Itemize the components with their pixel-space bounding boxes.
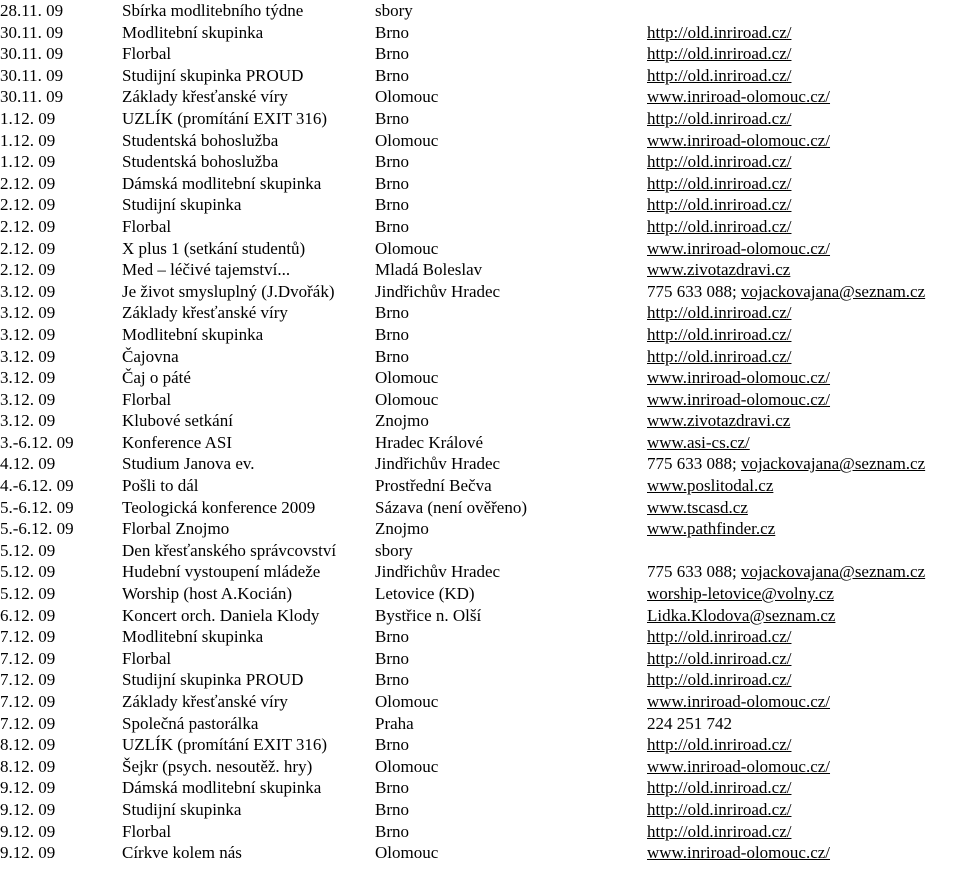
event-place: Letovice (KD) (375, 584, 475, 604)
event-link[interactable]: www.inriroad-olomouc.cz/ (647, 130, 831, 150)
event-phone: 775 633 088; (647, 281, 741, 301)
event-date: 9.12. 09 (0, 821, 56, 841)
event-row (0, 432, 960, 454)
event-row (0, 259, 960, 281)
event-row (0, 281, 960, 303)
event-name: Florbal (122, 216, 172, 236)
event-link[interactable]: http://old.inriroad.cz/ (647, 22, 792, 42)
event-row (0, 605, 960, 627)
event-name: Studijní skupinka (122, 799, 242, 819)
event-name: Je život smysluplný (J.Dvořák) (122, 281, 335, 301)
event-link[interactable]: http://old.inriroad.cz/ (647, 627, 792, 647)
event-contact (647, 561, 925, 583)
event-row (0, 22, 960, 44)
event-place: Brno (375, 670, 409, 690)
event-date: 4.-6.12. 09 (0, 476, 74, 496)
event-name: Základy křesťanské víry (122, 692, 288, 711)
event-row (0, 324, 960, 346)
event-contact (647, 346, 791, 368)
event-contact (647, 281, 925, 303)
event-date: 4.12. 09 (0, 454, 56, 474)
event-date: 30.11. 09 (0, 65, 64, 85)
event-place: Brno (375, 648, 409, 668)
event-link[interactable]: www.inriroad-olomouc.cz/ (647, 238, 831, 258)
event-row (0, 648, 960, 670)
event-date: 7.12. 09 (0, 692, 56, 711)
event-contact (647, 173, 791, 195)
event-name: Základy křesťanské víry (122, 87, 288, 107)
event-place: Prostřední Bečva (375, 476, 492, 496)
event-date: 1.12. 09 (0, 108, 56, 128)
event-place: Mladá Boleslav (375, 260, 483, 280)
event-row (0, 453, 960, 475)
event-row (0, 842, 960, 864)
event-name: Florbal (122, 821, 172, 841)
event-name: UZLÍK (promítání EXIT 316) (122, 108, 328, 128)
event-name: Studijní skupinka PROUD (122, 65, 304, 85)
event-row (0, 561, 960, 583)
event-place: Brno (375, 303, 409, 323)
event-name: Studentská bohoslužba (122, 152, 279, 172)
event-date: 3.12. 09 (0, 411, 56, 431)
event-name: Teologická konference 2009 (122, 497, 316, 517)
event-place: Praha (375, 713, 414, 733)
event-name: Dámská modlitební skupinka (122, 778, 322, 798)
event-contact (647, 497, 748, 519)
event-contact (647, 842, 830, 864)
event-name: Modlitební skupinka (122, 627, 264, 647)
event-link[interactable]: http://old.inriroad.cz/ (647, 324, 792, 344)
event-date: 28.11. 09 (0, 1, 64, 20)
event-phone: 224 251 742 (647, 713, 732, 733)
event-link[interactable]: vojackovajana@seznam.cz (740, 281, 926, 301)
event-name: Modlitební skupinka (122, 324, 264, 344)
event-link[interactable]: www.inriroad-olomouc.cz/ (647, 87, 831, 107)
event-row (0, 518, 960, 540)
event-date: 2.12. 09 (0, 216, 56, 236)
event-place: Jindřichův Hradec (375, 281, 501, 301)
event-date: 1.12. 09 (0, 152, 56, 172)
event-place: Sázava (není ověřeno) (375, 497, 527, 517)
event-name: Pošli to dál (122, 476, 199, 496)
event-row (0, 130, 960, 152)
event-contact (647, 669, 791, 691)
event-date: 9.12. 09 (0, 799, 56, 819)
event-name: Koncert orch. Daniela Klody (122, 605, 320, 625)
event-contact (647, 583, 834, 605)
event-place: Jindřichův Hradec (375, 454, 501, 474)
event-contact (647, 432, 750, 454)
event-contact (647, 713, 732, 735)
event-contact (647, 302, 791, 324)
event-date: 30.11. 09 (0, 87, 64, 107)
event-link[interactable]: www.zivotazdravi.cz (647, 260, 791, 280)
event-date: 2.12. 09 (0, 260, 56, 280)
event-date: 9.12. 09 (0, 778, 56, 798)
event-place: Brno (375, 44, 409, 64)
event-date: 3.12. 09 (0, 389, 56, 409)
event-link[interactable]: www.inriroad-olomouc.cz/ (647, 692, 831, 711)
event-row (0, 691, 960, 713)
event-link[interactable]: http://old.inriroad.cz/ (647, 778, 792, 798)
event-contact (647, 626, 791, 648)
event-name: Den křesťanského správcovství (122, 540, 337, 560)
event-link[interactable]: Lidka.Klodova@seznam.cz (647, 605, 836, 625)
event-name: Studijní skupinka (122, 195, 242, 215)
event-place: Olomouc (375, 756, 439, 776)
event-contact (647, 259, 790, 281)
event-date: 30.11. 09 (0, 44, 64, 64)
event-name: Hudební vystoupení mládeže (122, 562, 321, 582)
event-link[interactable]: www.inriroad-olomouc.cz/ (647, 843, 831, 863)
event-contact (647, 648, 791, 670)
event-date: 8.12. 09 (0, 735, 56, 755)
event-place: Olomouc (375, 389, 439, 409)
event-place: Brno (375, 152, 409, 172)
event-contact (647, 43, 791, 65)
event-place: Brno (375, 778, 409, 798)
event-date: 6.12. 09 (0, 605, 56, 625)
event-link[interactable]: http://old.inriroad.cz/ (647, 735, 792, 755)
event-date: 5.-6.12. 09 (0, 519, 74, 539)
event-row (0, 713, 960, 735)
event-date: 30.11. 09 (0, 22, 64, 42)
event-row (0, 410, 960, 432)
event-name: Studijní skupinka PROUD (122, 670, 304, 690)
event-date: 1.12. 09 (0, 130, 56, 150)
event-place: Brno (375, 799, 409, 819)
event-date: 3.-6.12. 09 (0, 432, 74, 452)
event-name: Šejkr (psych. nesoutěž. hry) (122, 756, 313, 776)
event-date: 2.12. 09 (0, 195, 56, 215)
event-name: Církve kolem nás (122, 843, 242, 863)
event-place: Brno (375, 22, 409, 42)
event-link[interactable]: http://old.inriroad.cz/ (647, 195, 792, 215)
event-contact (647, 324, 791, 346)
event-date: 3.12. 09 (0, 281, 56, 301)
event-place: Jindřichův Hradec (375, 562, 501, 582)
event-contact (647, 821, 791, 843)
event-date: 7.12. 09 (0, 713, 56, 733)
event-place: Brno (375, 735, 409, 755)
event-link[interactable]: http://old.inriroad.cz/ (647, 303, 792, 323)
event-row (0, 151, 960, 173)
event-place: Brno (375, 324, 409, 344)
event-date: 7.12. 09 (0, 648, 56, 668)
event-link[interactable]: http://old.inriroad.cz/ (647, 799, 792, 819)
event-link[interactable]: http://old.inriroad.cz/ (647, 821, 792, 841)
event-row (0, 475, 960, 497)
event-name: Modlitební skupinka (122, 22, 264, 42)
event-name: Florbal (122, 389, 172, 409)
event-place: Brno (375, 65, 409, 85)
event-row (0, 238, 960, 260)
event-place: Olomouc (375, 843, 439, 863)
event-name: Worship (host A.Kocián) (122, 584, 293, 604)
event-place: Brno (375, 216, 409, 236)
event-link[interactable]: vojackovajana@seznam.cz (740, 562, 926, 582)
event-row (0, 108, 960, 130)
event-row (0, 65, 960, 87)
event-link[interactable]: www.tscasd.cz (647, 497, 748, 517)
event-link[interactable]: http://old.inriroad.cz/ (647, 648, 792, 668)
event-place: Brno (375, 821, 409, 841)
event-row (0, 216, 960, 238)
event-link[interactable]: http://old.inriroad.cz/ (647, 44, 792, 64)
event-row (0, 777, 960, 799)
event-link[interactable]: http://old.inriroad.cz/ (647, 65, 792, 85)
event-row (0, 497, 960, 519)
event-row (0, 821, 960, 843)
event-link[interactable]: www.inriroad-olomouc.cz/ (647, 389, 831, 409)
event-contact (647, 216, 791, 238)
event-name: Čaj o páté (122, 368, 191, 388)
event-row (0, 0, 960, 22)
event-contact (647, 108, 791, 130)
event-link[interactable]: worship-letovice@volny.cz (647, 584, 834, 604)
event-name: Studium Janova ev. (122, 454, 255, 474)
event-name: Dámská modlitební skupinka (122, 173, 322, 193)
event-contact (647, 65, 791, 87)
event-name: Klubové setkání (122, 411, 233, 431)
event-name: Med – léčivé tajemství... (122, 260, 291, 280)
event-contact (647, 734, 791, 756)
event-date: 2.12. 09 (0, 173, 56, 193)
event-contact (647, 151, 791, 173)
event-contact (647, 86, 830, 108)
event-date: 5.12. 09 (0, 562, 56, 582)
event-name: Společná pastorálka (122, 713, 259, 733)
event-date: 3.12. 09 (0, 368, 56, 388)
event-date: 5.12. 09 (0, 584, 56, 604)
event-place: Hradec Králové (375, 432, 484, 452)
event-contact (647, 410, 790, 432)
event-place: sbory (375, 540, 413, 560)
event-date: 5.12. 09 (0, 540, 56, 560)
event-contact (647, 22, 791, 44)
event-place: Olomouc (375, 368, 439, 388)
event-phone: 775 633 088; (647, 562, 741, 582)
event-row (0, 799, 960, 821)
event-place: Brno (375, 346, 409, 366)
event-link[interactable]: http://old.inriroad.cz/ (647, 670, 792, 690)
event-contact (647, 799, 791, 821)
event-link[interactable]: www.poslitodal.cz (647, 476, 774, 496)
event-row (0, 86, 960, 108)
event-date: 7.12. 09 (0, 627, 56, 647)
event-contact (647, 238, 830, 260)
event-name: Studentská bohoslužba (122, 130, 279, 150)
event-date: 8.12. 09 (0, 756, 56, 776)
event-place: Olomouc (375, 130, 439, 150)
event-date: 3.12. 09 (0, 346, 56, 366)
event-place: Znojmo (375, 411, 429, 431)
event-contact (647, 475, 773, 497)
event-row (0, 756, 960, 778)
event-place: Olomouc (375, 692, 439, 711)
event-row (0, 734, 960, 756)
event-place: Olomouc (375, 238, 439, 258)
event-name: Florbal Znojmo (122, 519, 230, 539)
event-date: 3.12. 09 (0, 324, 56, 344)
event-row (0, 43, 960, 65)
event-date: 9.12. 09 (0, 843, 56, 863)
event-contact (647, 605, 835, 627)
event-place: Bystřice n. Olší (375, 605, 482, 625)
event-place: Brno (375, 108, 409, 128)
event-name: Sbírka modlitebního týdne (122, 1, 304, 20)
event-place: Brno (375, 173, 409, 193)
event-place: Znojmo (375, 519, 429, 539)
event-link[interactable]: http://old.inriroad.cz/ (647, 152, 792, 172)
event-row (0, 389, 960, 411)
event-row (0, 302, 960, 324)
event-place: Olomouc (375, 87, 439, 107)
event-date: 3.12. 09 (0, 303, 56, 323)
event-date: 5.-6.12. 09 (0, 497, 74, 517)
event-contact (647, 518, 775, 540)
event-row (0, 194, 960, 216)
event-contact (647, 777, 791, 799)
event-name: UZLÍK (promítání EXIT 316) (122, 735, 328, 755)
event-contact (647, 453, 925, 475)
event-contact (647, 691, 830, 713)
event-link[interactable]: http://old.inriroad.cz/ (647, 108, 792, 128)
event-row (0, 367, 960, 389)
event-contact (647, 194, 791, 216)
event-place: Brno (375, 195, 409, 215)
event-row (0, 540, 960, 562)
event-link[interactable]: http://old.inriroad.cz/ (647, 216, 792, 236)
event-place: Brno (375, 627, 409, 647)
event-link[interactable]: www.zivotazdravi.cz (647, 411, 791, 431)
event-link[interactable]: www.inriroad-olomouc.cz/ (647, 756, 831, 776)
event-name: Konference ASI (122, 432, 232, 452)
event-contact (647, 389, 830, 411)
event-place: sbory (375, 1, 413, 20)
event-contact (647, 130, 830, 152)
event-name: Florbal (122, 44, 172, 64)
event-phone: 775 633 088; (647, 454, 741, 474)
event-link[interactable]: www.inriroad-olomouc.cz/ (647, 368, 831, 388)
event-name: X plus 1 (setkání studentů) (122, 238, 306, 258)
event-link[interactable]: http://old.inriroad.cz/ (647, 346, 792, 366)
event-contact (647, 367, 830, 389)
event-name: Čajovna (122, 346, 179, 366)
event-contact (647, 756, 830, 778)
event-link[interactable]: vojackovajana@seznam.cz (740, 454, 926, 474)
event-date: 2.12. 09 (0, 238, 56, 258)
event-row (0, 626, 960, 648)
event-row (0, 173, 960, 195)
event-date: 7.12. 09 (0, 670, 56, 690)
event-row (0, 583, 960, 605)
event-row (0, 346, 960, 368)
event-name: Základy křesťanské víry (122, 303, 288, 323)
event-link[interactable]: www.asi-cs.cz/ (647, 432, 750, 452)
event-link[interactable]: www.pathfinder.cz (647, 519, 776, 539)
event-row (0, 669, 960, 691)
event-link[interactable]: http://old.inriroad.cz/ (647, 173, 792, 193)
event-name: Florbal (122, 648, 172, 668)
